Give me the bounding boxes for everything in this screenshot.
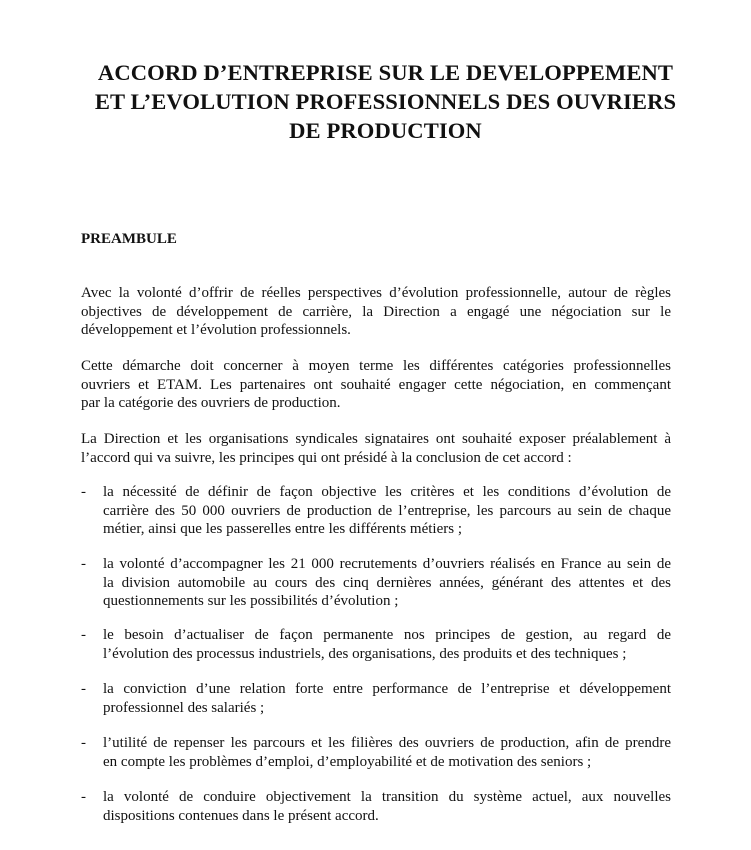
text-line: la division automobile au cours des cinq dernières années, générant des attentes et des: [103, 574, 671, 591]
text-line: objectives de développement de carrière, la Direction a engagé une négociation sur le: [81, 303, 671, 320]
paragraph-intro: [81, 284, 671, 340]
text-line: la volonté d’accompagner les 21 000 recrutements d’ouvriers réalisés en France au sein de: [103, 556, 671, 572]
text-line: La Direction et les organisations syndicales signataires ont souhaité exposer préalablement à: [81, 431, 671, 447]
bullet-item: [81, 626, 671, 663]
bullet-item: [81, 680, 671, 717]
text-line: par la catégorie des ouvriers de production.: [81, 395, 341, 412]
text-line: la nécessité de définir de façon objective les critères et les conditions d’évolution de: [103, 484, 671, 500]
bullet-text: [103, 734, 671, 771]
bullet-item: [81, 734, 671, 771]
text-line: la conviction d’une relation forte entre performance de l’entreprise et développement: [103, 681, 671, 697]
text-line: ouvriers et ETAM. Les partenaires ont souhaité engager cette négociation, en commençant: [81, 376, 671, 393]
title-line: ACCORD D’ENTREPRISE SUR LE DEVELOPPEMENT: [97, 60, 674, 85]
text-line: la volonté de conduire objectivement la transition du système actuel, aux nouvelles: [103, 789, 671, 805]
text-line: le besoin d’actualiser de façon permanente nos principes de gestion, au regard de: [103, 627, 671, 643]
text-line: l’évolution des processus industriels, des organisations, des produits et des techniques ;: [103, 645, 627, 662]
bullet-dash: -: [81, 735, 86, 751]
text-line: dispositions contenues dans le présent accord.: [103, 807, 379, 824]
bullet-item: [81, 555, 671, 611]
text-line: l’accord qui va suivre, les principes qui ont présidé à la conclusion de cet accord :: [81, 449, 572, 466]
bullet-text: [103, 788, 671, 825]
text-line: Avec la volonté d’offrir de réelles perspectives d’évolution professionnelle, autour de règles: [81, 285, 671, 301]
title-line: DE PRODUCTION: [289, 118, 482, 143]
bullet-text: [103, 555, 671, 611]
bullet-text: [103, 483, 671, 539]
bullet-dash: -: [81, 627, 86, 643]
bullet-dash: -: [81, 681, 86, 697]
text-line: carrière des 50 000 ouvriers de production de l’entreprise, les parcours au sein de chaque: [103, 502, 671, 519]
bullet-dash: -: [81, 556, 86, 572]
text-line: développement et l’évolution professionnels.: [81, 322, 351, 339]
text-line: en compte les problèmes d’emploi, d’employabilité et de motivation des seniors ;: [103, 753, 592, 770]
section-heading: PREAMBULE: [81, 231, 177, 247]
text-line: Cette démarche doit concerner à moyen terme les différentes catégories professionnelles: [81, 358, 671, 374]
bullet-item: [81, 788, 671, 825]
bullet-item: [81, 483, 671, 539]
title-line: ET L’EVOLUTION PROFESSIONNELS DES OUVRIERS: [94, 89, 677, 114]
document-title: [60, 58, 711, 145]
bullet-text: [103, 626, 671, 663]
bullet-text: [103, 680, 671, 717]
text-line: questionnements sur les possibilités d’évolution ;: [103, 593, 399, 610]
bullet-dash: -: [81, 484, 86, 500]
text-line: l’utilité de repenser les parcours et les filières des ouvriers de production, afin de prendre: [103, 735, 671, 751]
paragraph-scope: [81, 357, 671, 413]
bullet-dash: -: [81, 789, 86, 805]
text-line: métier, ainsi que les passerelles entre les différents métiers ;: [103, 521, 462, 538]
paragraph-principles-intro: [81, 430, 671, 467]
text-line: professionnel des salariés ;: [103, 699, 265, 716]
